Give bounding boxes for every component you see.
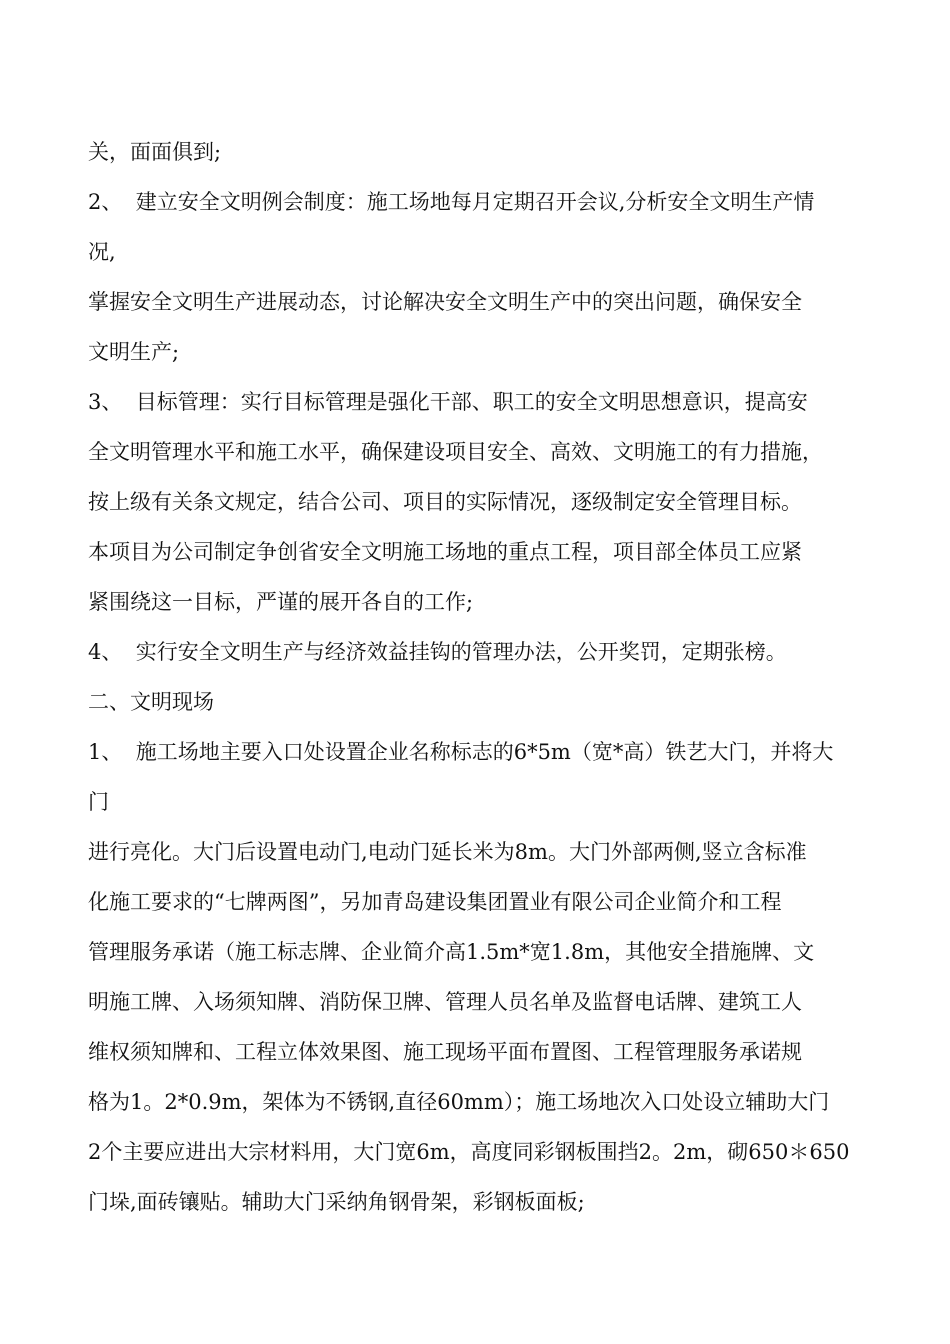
text-line: 3、 目标管理：实行目标管理是强化干部、职工的安全文明思想意识，提高安 <box>88 390 808 414</box>
text-line: 4、 实行安全文明生产与经济效益挂钩的管理办法，公开奖罚，定期张榜。 <box>88 640 787 664</box>
text-line: 维权须知牌和、工程立体效果图、施工现场平面布置图、工程管理服务承诺规 <box>88 1040 802 1064</box>
text-line: 紧围绕这一目标，严谨的展开各自的工作; <box>88 590 474 614</box>
text-line: 关，面面俱到; <box>88 140 222 164</box>
text-line: 明施工牌、入场须知牌、消防保卫牌、管理人员名单及监督电话牌、建筑工人 <box>88 990 802 1014</box>
text-line: 按上级有关条文规定，结合公司、项目的实际情况，逐级制定安全管理目标。 <box>88 490 802 514</box>
text-line: 化施工要求的“七牌两图”，另加青岛建设集团置业有限公司企业简介和工程 <box>88 890 782 914</box>
text-line: 2、 建立安全文明例会制度：施工场地每月定期召开会议,分析安全文明生产情 <box>88 190 815 214</box>
text-line: 掌握安全文明生产进展动态，讨论解决安全文明生产中的突出问题，确保安全 <box>88 290 802 314</box>
text-line: 1、 施工场地主要入口处设置企业名称标志的6*5m（宽*高）铁艺大门，并将大 <box>88 740 834 764</box>
text-line: 文明生产; <box>88 340 180 364</box>
text-line: 2个主要应进出大宗材料用，大门宽6m，高度同彩钢板围挡2。2m，砌650＊650 <box>88 1140 850 1164</box>
text-line: 全文明管理水平和施工水平，确保建设项目安全、高效、文明施工的有力措施， <box>88 440 823 464</box>
text-line: 门 <box>88 790 109 814</box>
text-line: 格为1。2*0.9m，架体为不锈钢,直径60mm）；施工场地次入口处设立辅助大门 <box>88 1090 830 1114</box>
text-line: 本项目为公司制定争创省安全文明施工场地的重点工程，项目部全体员工应紧 <box>88 540 802 564</box>
text-line: 进行亮化。大门后设置电动门,电动门延长米为8m。大门外部两侧,竖立含标准 <box>88 840 807 864</box>
text-line: 况, <box>88 240 116 264</box>
text-line: 管理服务承诺（施工标志牌、企业简介高1.5m*宽1.8m，其他安全措施牌、文 <box>88 940 815 964</box>
text-line: 门垛,面砖镶贴。辅助大门采纳角钢骨架，彩钢板面板; <box>88 1190 585 1214</box>
section-heading: 二、文明现场 <box>88 690 214 714</box>
